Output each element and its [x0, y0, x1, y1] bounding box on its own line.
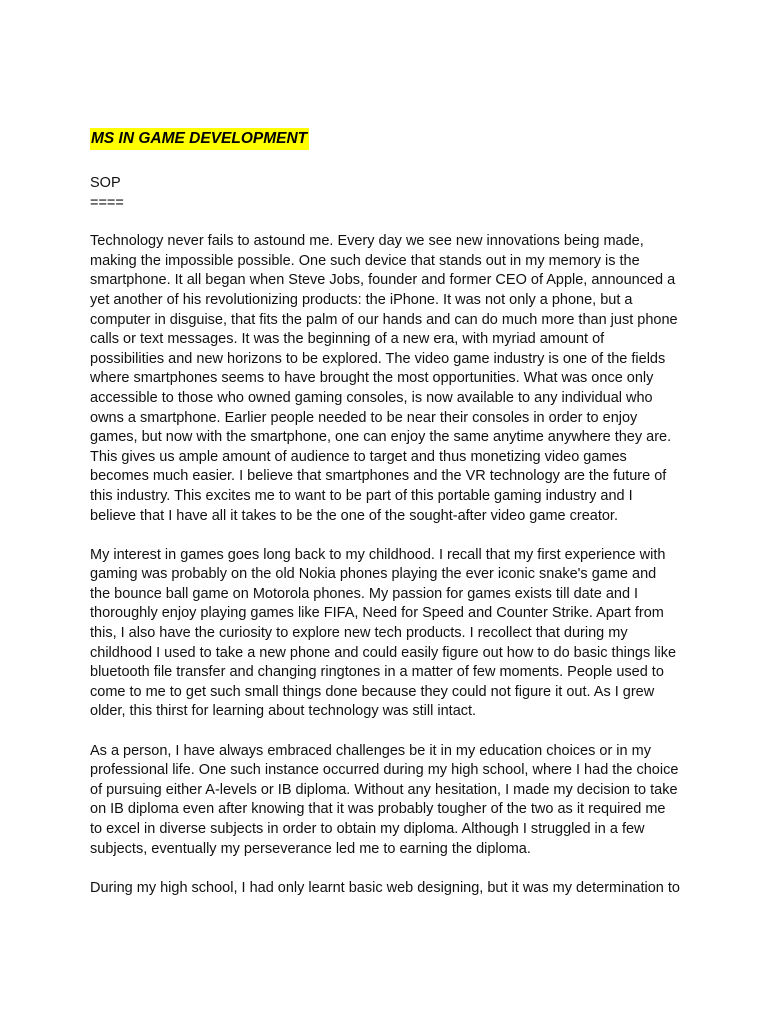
text-line: subjects, eventually my perseverance led me to earning the diploma. — [90, 840, 531, 857]
text-line: This gives us ample amount of audience to target and thus monetizing video games — [90, 448, 627, 465]
text-line: My interest in games goes long back to my childhood. I recall that my first experience with — [90, 546, 666, 563]
text-line: this industry. This excites me to want to be part of this portable gaming industry and I — [90, 487, 633, 504]
text-line: older, this thirst for learning about technology was still intact. — [90, 703, 477, 720]
text-line: childhood I used to take a new phone and could easily figure out how to do basic things like — [90, 644, 677, 661]
text-line: on IB diploma even after knowing that it was probably tougher of the two as it required me — [90, 801, 666, 818]
text-line: bluetooth file transfer and changing ringtones in a matter of few moments. People used to — [90, 664, 664, 681]
document-title: MS IN GAME DEVELOPMENT — [90, 128, 309, 150]
text-line: As a person, I have always embraced challenges be it in my education choices or in my — [90, 742, 651, 759]
text-line: of pursuing either A-levels or IB diploma. Without any hesitation, I made my decision to take — [90, 781, 678, 798]
title-wrapper — [90, 128, 690, 152]
paragraph-2 — [90, 546, 690, 722]
paragraph-4 — [90, 879, 690, 899]
text-line: becomes much easier. I believe that smartphones and the VR technology are the future of — [90, 468, 667, 485]
text-line: possibilities and new horizons to be explored. The video game industry is one of the fields — [90, 350, 666, 367]
text-line: to excel in diverse subjects in order to obtain my diploma. Although I struggled in a few — [90, 821, 645, 837]
document-page — [90, 128, 690, 918]
text-line: come to me to get such small things done because they could not figure it out. As I grew — [90, 683, 655, 700]
text-line: thoroughly enjoy playing games like FIFA, Need for Speed and Counter Strike. Apart from — [90, 605, 664, 622]
text-line: accessible to those who owned gaming consoles, is now available to any individual who — [90, 389, 653, 406]
text-line: games, but now with the smartphone, one can enjoy the same anytime anywhere they are. — [90, 429, 672, 446]
text-line: this, I also have the curiosity to explore new tech products. I recollect that during my — [90, 625, 628, 642]
text-line: believe that I have all it takes to be the one of the sought-after video game creator. — [90, 507, 618, 524]
text-line: During my high school, I had only learnt basic web designing, but it was my determination to — [90, 879, 680, 896]
text-line: smartphone. It all began when Steve Jobs, founder and former CEO of Apple, announced a — [90, 272, 676, 289]
text-line: owns a smartphone. Earlier people needed to be near their consoles in order to enjoy — [90, 409, 638, 426]
text-line: calls or text messages. It was the beginning of a new era, with myriad amount of — [90, 331, 605, 348]
paragraph-3 — [90, 742, 690, 860]
text-line: where smartphones seems to have brought the most opportunities. What was once only — [90, 370, 654, 387]
text-line: the bounce ball game on Motorola phones. My passion for games exists till date and I — [90, 585, 639, 602]
text-line: making the impossible possible. One such device that stands out in my memory is the — [90, 252, 640, 269]
paragraph-1 — [90, 232, 690, 526]
text-line: Technology never fails to astound me. Every day we see new innovations being made, — [90, 233, 644, 250]
sop-label: SOP — [90, 175, 121, 191]
separator-line: ==== — [90, 194, 124, 211]
spacer — [90, 213, 690, 232]
text-line: gaming was probably on the old Nokia phones playing the ever iconic snake's game and — [90, 566, 657, 583]
text-line: professional life. One such instance occurred during my high school, where I had the choice — [90, 762, 679, 779]
text-line: yet another of his revolutionizing products: the iPhone. It was not only a phone, but a — [90, 291, 633, 308]
text-line: computer in disguise, that fits the palm of our hands and can do much more than just phone — [90, 311, 678, 328]
